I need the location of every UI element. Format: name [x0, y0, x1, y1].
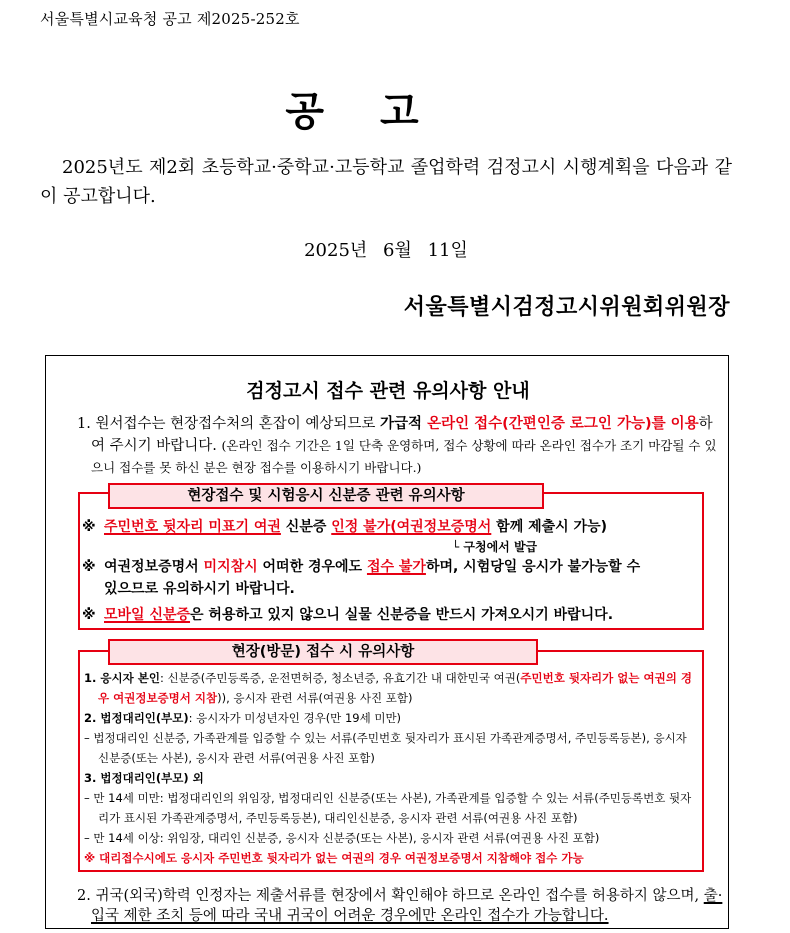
id-rule-2	[82, 556, 698, 578]
section-visit-rules-tab: 현장(방문) 접수 시 유의사항	[108, 639, 538, 665]
visit-rule-6: – 만 14세 이상: 위임장, 대리인 신분증, 응시자 신분증(또는 사본), 응시자 관련 서류(여권용 사진 포함)	[84, 831, 600, 845]
id-rule-1-sub: └ 구청에서 발급	[452, 540, 538, 554]
id-rule-1-d: 함께 제출시 가능)	[491, 519, 607, 535]
item-1-text: 1. 원서접수는 현장접수처의 혼잡이 예상되므로	[77, 416, 381, 432]
visit-rule-1-c: 주민번호 뒷자리가 없는 여권의 경우 여권정보증명서 지참	[98, 671, 692, 705]
notice-date: 2025년 6월 11일	[304, 240, 468, 261]
box-title: 검정고시 접수 관련 유의사항 안내	[246, 380, 530, 402]
item-1-emphasis: 가급적	[380, 416, 428, 432]
notice-box	[45, 355, 729, 929]
id-rule-2-a: 여권정보증명서	[104, 559, 204, 575]
item-1-text-2: 하여 주시기 바랍니다.	[91, 416, 713, 454]
visit-rule-2	[84, 708, 698, 728]
visit-rule-2-a: 2. 법정대리인(부모)	[84, 711, 189, 725]
visit-rule-4: 3. 법정대리인(부모) 외	[84, 771, 204, 785]
id-rule-2-c: 어떠한 경우에도	[257, 559, 367, 575]
id-rule-2-cont: 있으므로 유의하시기 바랍니다.	[104, 581, 295, 597]
item-2	[77, 886, 731, 926]
visit-rule-1-b: : 신분증(주민등록증, 운전면허증, 청소년증, 유효기간 내 대한민국 여권(	[159, 671, 521, 685]
visit-rule-3: – 법정대리인 신분증, 가족관계를 입증할 수 있는 서류(주민번호 뒷자리가 표시된 가족관계증명서, 주민등록등본), 응시자 신분증(또는 사본), 응시자 관련 서류(여권용 사진 포함)	[84, 731, 687, 765]
note-mark: ※	[82, 607, 96, 623]
id-rule-1-a: 주민번호 뒷자리 미표기 여권	[104, 519, 281, 535]
visit-rule-5: – 만 14세 미만: 법정대리인의 위임장, 법정대리인 신분증(또는 사본), 가족관계를 입증할 수 있는 서류(주민등록번호 뒷자리가 표시된 가족관계증명서, 주민등록등본), 대리인신분증, 응시자 관련 서류(여권용 사진 포함)	[84, 791, 692, 825]
note-mark: ※	[82, 559, 96, 575]
item-1-online: 온라인 접수(간편인증 로그인 가능)를 이용	[427, 416, 699, 432]
intro-paragraph: 2025년도 제2회 초등학교·중학교·고등학교 졸업학력 검정고시 시행계획을 다음과 같이 공고합니다.	[40, 157, 732, 207]
visit-rule-1-d: )), 응시자 관련 서류(여권용 사진 포함)	[217, 691, 413, 705]
id-rule-2-e: 하며, 시험당일 응시가 불가능할 수	[425, 559, 641, 575]
item-1	[77, 414, 721, 479]
visit-rule-1-a: 1. 응시자 본인	[84, 671, 160, 685]
id-rule-3-b: 은 허용하고 있지 않으니 실물 신분증을 반드시 가져오시기 바랍니다.	[190, 607, 614, 623]
id-rule-1-c: 인정 불가(여권정보증명서	[331, 519, 492, 535]
page-title: 공고	[285, 89, 475, 135]
note-mark: ※	[82, 519, 96, 535]
item-1-note: (온라인 접수 기간은 1일 단축 운영하며, 접수 상황에 따라 온라인 접수가 조기 마감될 수 있으니 접수를 못 하신 분은 현장 접수를 이용하시기 바랍니다.)	[91, 438, 717, 475]
item-2-text: 2. 귀국(외국)학력 인정자는 제출서류를 현장에서 확인해야 하므로 온라인 접수를 허용하지 않으며,	[77, 888, 704, 904]
id-rule-1	[82, 516, 698, 538]
id-rule-3-a: 모바일 신분증	[104, 607, 191, 623]
visit-rule-1	[84, 668, 698, 708]
id-rule-2-d: 접수 불가	[366, 559, 426, 575]
id-rule-3	[82, 604, 698, 626]
section-id-rules-body	[82, 516, 698, 626]
id-rule-1-b: 신분증	[280, 519, 332, 535]
id-rule-2-b: 미지참시	[203, 559, 258, 575]
item-2-underlined: 출·입국 제한 조치 등에 따라 국내 귀국이 어려운 경우에만 온라인 접수가 가능합니다.	[91, 888, 723, 924]
signer: 서울특별시검정고시위원회위원장	[403, 294, 730, 320]
visit-rule-7: ※ 대리접수시에도 응시자 주민번호 뒷자리가 없는 여권의 경우 여권정보증명서 지참해야 접수 가능	[84, 851, 584, 865]
notice-number: 서울특별시교육청 공고 제2025-252호	[40, 10, 300, 28]
section-visit-rules-body	[84, 668, 698, 868]
section-id-rules-tab: 현장접수 및 시험응시 신분증 관련 유의사항	[108, 483, 544, 509]
visit-rule-2-b: : 응시자가 미성년자인 경우(만 19세 미만)	[188, 711, 402, 725]
